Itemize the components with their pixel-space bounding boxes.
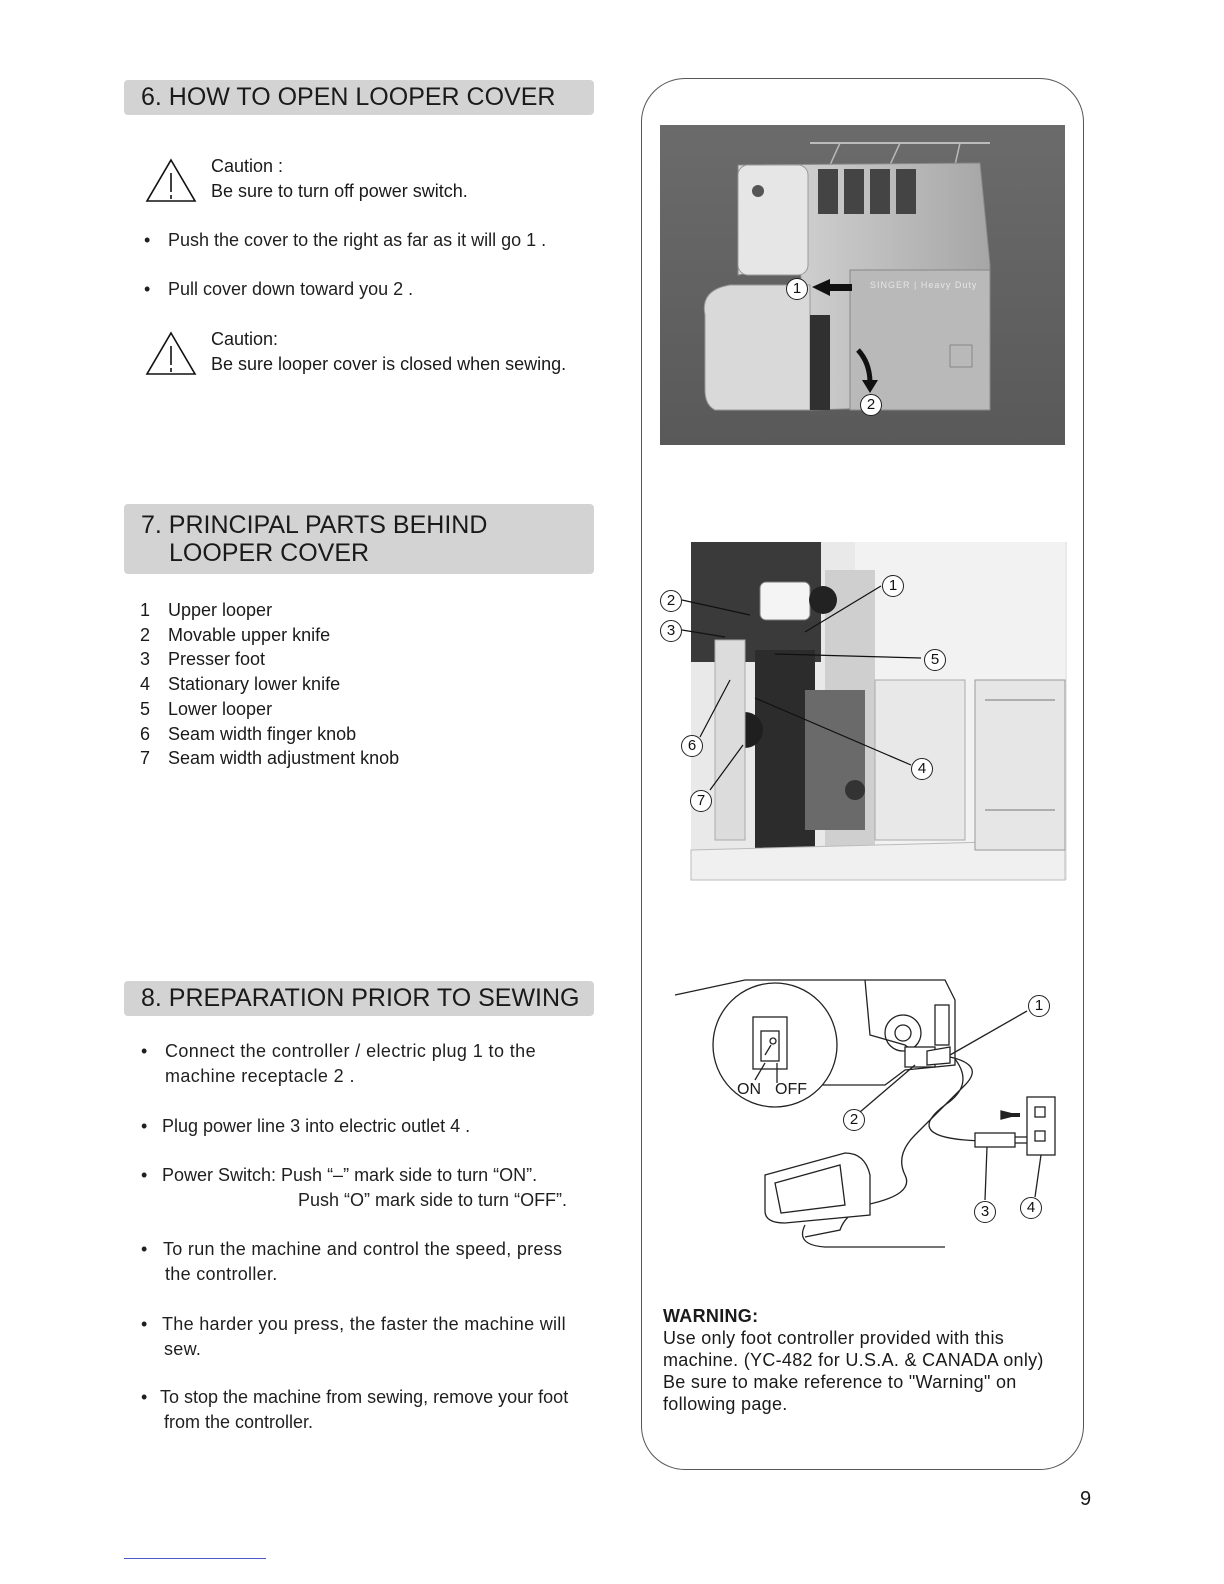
warning-line-4: following page. (663, 1394, 788, 1414)
section-6-bullet-2: • Pull cover down toward you 2 . (168, 277, 413, 302)
brand-label: SINGER | Heavy Duty (870, 280, 978, 290)
callout-1: 1 (1028, 995, 1050, 1017)
list-item: 4 Stationary lower knife (140, 674, 341, 695)
bullet-dot: • (141, 1041, 148, 1061)
section-8-title: 8. PREPARATION PRIOR TO SEWING (141, 984, 580, 1012)
bullet-dot: • (141, 1165, 148, 1185)
off-label: OFF (775, 1081, 807, 1098)
section-8-heading (124, 981, 594, 1016)
warning-title: WARNING: (663, 1306, 759, 1326)
list-item: 2 Movable upper knife (140, 624, 331, 645)
section-6-title: 6. HOW TO OPEN LOOPER COVER (141, 83, 556, 111)
bullet-dot: • (141, 1387, 148, 1407)
callout-1: 1 (882, 575, 904, 597)
caution-1-title: Caution : (211, 156, 284, 176)
warning-line-1: Use only foot controller provided with this (663, 1328, 1005, 1348)
warning-triangle-icon (145, 158, 197, 204)
list-item: 6 Seam width finger knob (140, 723, 357, 744)
section-7-title-line-2: LOOPER COVER (169, 539, 370, 567)
section-6-bullet-1: • Push the cover to the right as far as it will go 1 . (168, 228, 546, 253)
section-8-bullet-6: • To stop the machine from sewing, remove your foot from the controller. (141, 1387, 569, 1432)
section-6-heading (124, 80, 594, 115)
section-8-bullet-4: • To run the machine and control the speed, press the controller. (141, 1239, 563, 1284)
bullet-dot: • (144, 230, 151, 250)
bullet-dot: • (141, 1116, 148, 1136)
list-item: 5 Lower looper (140, 698, 273, 719)
parts-list (140, 598, 399, 771)
power-connection-diagram (665, 975, 1065, 1255)
callout-4: 4 (911, 758, 933, 780)
caution-1-text: Be sure to turn off power switch. (211, 181, 468, 201)
section-8-bullet-3: • Power Switch: Push “–” mark side to turn “ON”. Push “O” mark side to turn “OFF”. (141, 1165, 568, 1210)
list-item: 1 Upper looper (140, 600, 273, 620)
callout-6: 6 (681, 735, 703, 757)
section-8-bullet-1: • Connect the controller / electric plug 1 to the machine receptacle 2 . (141, 1041, 536, 1086)
warning-triangle-icon (145, 331, 197, 377)
section-8-bullet-5: • The harder you press, the faster the machine will sew. (141, 1314, 566, 1359)
bullet-dot: • (144, 279, 151, 299)
list-item: 3 Presser foot (140, 649, 266, 670)
footer-rule (124, 1558, 266, 1559)
section-7-heading (124, 504, 594, 574)
looper-interior-photo (655, 540, 1070, 885)
section-7-title-line-1: 7. PRINCIPAL PARTS BEHIND (141, 511, 488, 539)
list-item: 7 Seam width adjustment knob (140, 748, 400, 769)
bullet-dot: • (141, 1314, 148, 1334)
callout-3: 3 (660, 620, 682, 642)
callout-1: 1 (786, 278, 808, 300)
callout-3: 3 (974, 1201, 996, 1223)
callout-4: 4 (1020, 1197, 1042, 1219)
on-label: ON (737, 1081, 761, 1098)
warning-line-3: Be sure to make reference to "Warning" on (663, 1372, 1017, 1392)
caution-2-text: Be sure looper cover is closed when sewing. (211, 354, 567, 374)
serger-photo (660, 125, 1065, 445)
page-number: 9 (1080, 1488, 1092, 1510)
bullet-dot: • (141, 1239, 148, 1259)
callout-7: 7 (690, 790, 712, 812)
callout-2: 2 (860, 394, 882, 416)
callout-2: 2 (660, 590, 682, 612)
section-8-bullet-2: • Plug power line 3 into electric outlet 4 . (162, 1114, 470, 1139)
callout-5: 5 (924, 649, 946, 671)
warning-line-2: machine. (YC-482 for U.S.A. & CANADA only) (663, 1350, 1044, 1370)
callout-2: 2 (843, 1109, 865, 1131)
warning-block (663, 1305, 1063, 1415)
caution-2-title: Caution: (211, 329, 279, 349)
